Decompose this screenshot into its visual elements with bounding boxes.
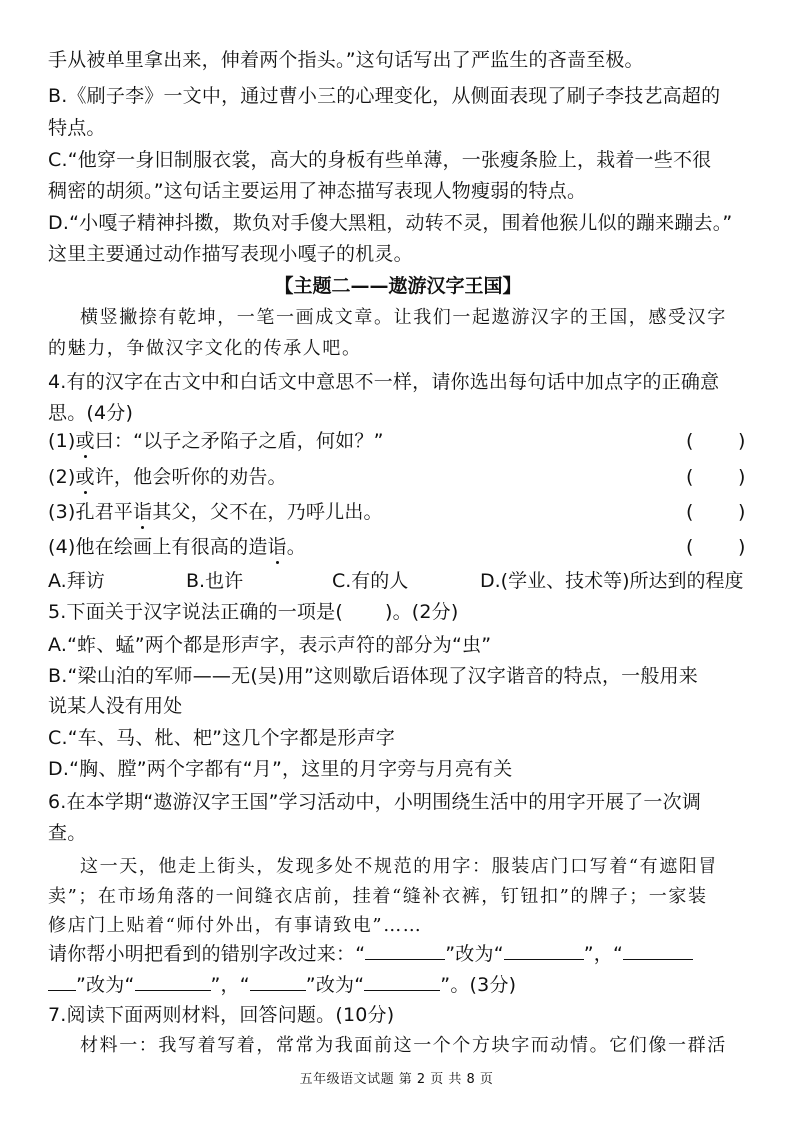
q4-item-1-text: 曰：“以子之矛陷子之盾，何如？” — [94, 430, 384, 452]
q6-separator: ”，“ — [210, 974, 250, 996]
q7-stem: 7.阅读下面两则材料，回答问题。(10分) — [48, 1004, 395, 1026]
answer-paren-close: ) — [738, 536, 746, 558]
prev-question-optB-line2: 特点。 — [48, 117, 106, 139]
q4-item-1-prefix: (1) — [48, 430, 76, 452]
prev-question-optD-line2: 这里主要通过动作描写表现小嘎子的机灵。 — [48, 243, 413, 265]
q6-passage-line2: 卖”；在市场角落的一间缝衣店前，挂着“缝补衣裤，钉钮扣”的牌子；一家装 — [48, 886, 708, 907]
q6-separator: ”，“ — [583, 943, 624, 965]
q6-passage-line3: 修店门上贴着“师付外出，有事请致电”…… — [48, 915, 423, 936]
q4-option-b: B.也许 — [186, 570, 244, 592]
q4-item-2-text: 许，他会听你的劝告。 — [94, 466, 287, 488]
fill-blank-correct-3[interactable] — [364, 972, 440, 991]
answer-paren-open: ( — [686, 536, 694, 558]
q5-option-d: D.“胸、膛”两个字都有“月”，这里的月字旁与月亮有关 — [48, 758, 513, 780]
q4-stem-line2: 思。(4分) — [48, 402, 134, 424]
q6-score: ”。(3分) — [440, 974, 517, 996]
q7-material1-line1: 材料一：我写着写着，常常为我面前这一个个方块字而动情。它们像一群活 — [80, 1035, 727, 1056]
q5-option-b-line2: 说某人没有用处 — [48, 695, 183, 717]
q6-passage-line1: 这一天，他走上街头，发现多处不规范的用字：服装店门口写着“有遮阳冒 — [80, 856, 718, 877]
q4-item-3 — [48, 500, 383, 524]
q4-option-a: A.拜访 — [48, 570, 105, 592]
prev-question-optD-line1: D.“小嘎子精神抖擞，欺负对手傻大黑粗，动转不灵，围着他猴儿似的蹦来蹦去。” — [48, 212, 733, 234]
prev-question-optB-line1: B.《刷子李》一文中，通过曹小三的心理变化，从侧面表现了刷子李技艺高超的 — [48, 85, 721, 107]
dotted-char: 或 — [75, 466, 95, 488]
q6-change-to: ”改为“ — [445, 943, 504, 965]
q6-task-text: 请你帮小明把看到的错别字改过来：“ — [48, 943, 366, 965]
q4-item-4-text: 。 — [286, 536, 306, 558]
fill-blank-correct-2[interactable] — [135, 972, 211, 991]
theme2-intro-line1: 横竖撇捺有乾坤，一笔一画成文章。让我们一起遨游汉字的王国，感受汉字 — [80, 307, 727, 328]
q4-item-4-prefix: (4)他在绘画上有很高的造 — [48, 536, 268, 558]
q6-stem-line1: 6.在本学期“遨游汉字王国”学习活动中，小明围绕生活中的用字开展了一次调 — [48, 791, 702, 813]
q6-change-to: ”改为“ — [76, 974, 135, 996]
q4-item-1 — [48, 429, 384, 453]
q4-stem-line1: 4.有的汉字在古文中和白话文中意思不一样，请你选出每句话中加点字的正确意 — [48, 371, 720, 393]
prev-question-optA-tail: 手从被单里拿出来，伸着两个指头。”这句话写出了严监生的吝啬至极。 — [48, 49, 644, 71]
page-footer: 五年级语文试题 第 2 页 共 8 页 — [299, 1072, 494, 1087]
q5-stem-score: )。(2分) — [384, 601, 459, 623]
theme2-intro-line2: 的魅力，争做汉字文化的传承人吧。 — [48, 338, 362, 359]
q6-task-line1 — [48, 941, 693, 966]
answer-paren-open: ( — [686, 466, 694, 488]
fill-blank-correct-1[interactable] — [504, 941, 584, 960]
fill-blank-wrong-2-cont[interactable] — [48, 972, 76, 991]
q4-item-4 — [48, 535, 306, 559]
q6-change-to: ”改为“ — [305, 974, 365, 996]
q4-item-3-prefix: (3)孔君平 — [48, 501, 134, 523]
q6-task-line2 — [48, 972, 516, 997]
fill-blank-wrong-2[interactable] — [623, 941, 693, 960]
dotted-char: 或 — [75, 430, 95, 452]
answer-paren-close: ) — [738, 466, 746, 488]
q5-option-c: C.“车、马、枇、杷”这几个字都是形声字 — [48, 727, 395, 749]
prev-question-optC-line1: C.“他穿一身旧制服衣裳，高大的身板有些单薄，一张瘦条脸上，栽着一些不很 — [48, 149, 712, 171]
fill-blank-wrong-3[interactable] — [250, 972, 306, 991]
fill-blank-wrong-1[interactable] — [365, 941, 445, 960]
prev-question-optC-line2: 稠密的胡须。”这句话主要运用了神态描写表现人物瘦弱的特点。 — [48, 180, 587, 202]
q5-stem-text: 5.下面关于汉字说法正确的一项是( — [48, 601, 343, 623]
q5-option-a: A.“蚱、蜢”两个都是形声字，表示声符的部分为“虫” — [48, 634, 492, 656]
q5-option-b-line1: B.“梁山泊的军师——无(吴)用”这则歇后语体现了汉字谐音的特点，一般用来 — [48, 665, 698, 687]
dotted-char: 诣 — [267, 536, 287, 558]
q6-stem-line2: 查。 — [48, 822, 87, 844]
answer-paren-close: ) — [738, 501, 746, 523]
answer-paren-open: ( — [686, 501, 694, 523]
dotted-char: 诣 — [133, 501, 153, 523]
q4-option-d: D.(学业、技术等)所达到的程度 — [480, 570, 744, 592]
q5-stem — [48, 600, 458, 624]
q4-item-2 — [48, 465, 287, 489]
section-heading-theme2: 【主题二——遨游汉字王国】 — [274, 275, 522, 297]
q4-option-c: C.有的人 — [332, 570, 409, 592]
q4-item-2-prefix: (2) — [48, 466, 76, 488]
answer-paren-close: ) — [738, 430, 746, 452]
answer-paren-open: ( — [686, 430, 694, 452]
q4-item-3-text: 其父，父不在，乃呼儿出。 — [152, 501, 383, 523]
